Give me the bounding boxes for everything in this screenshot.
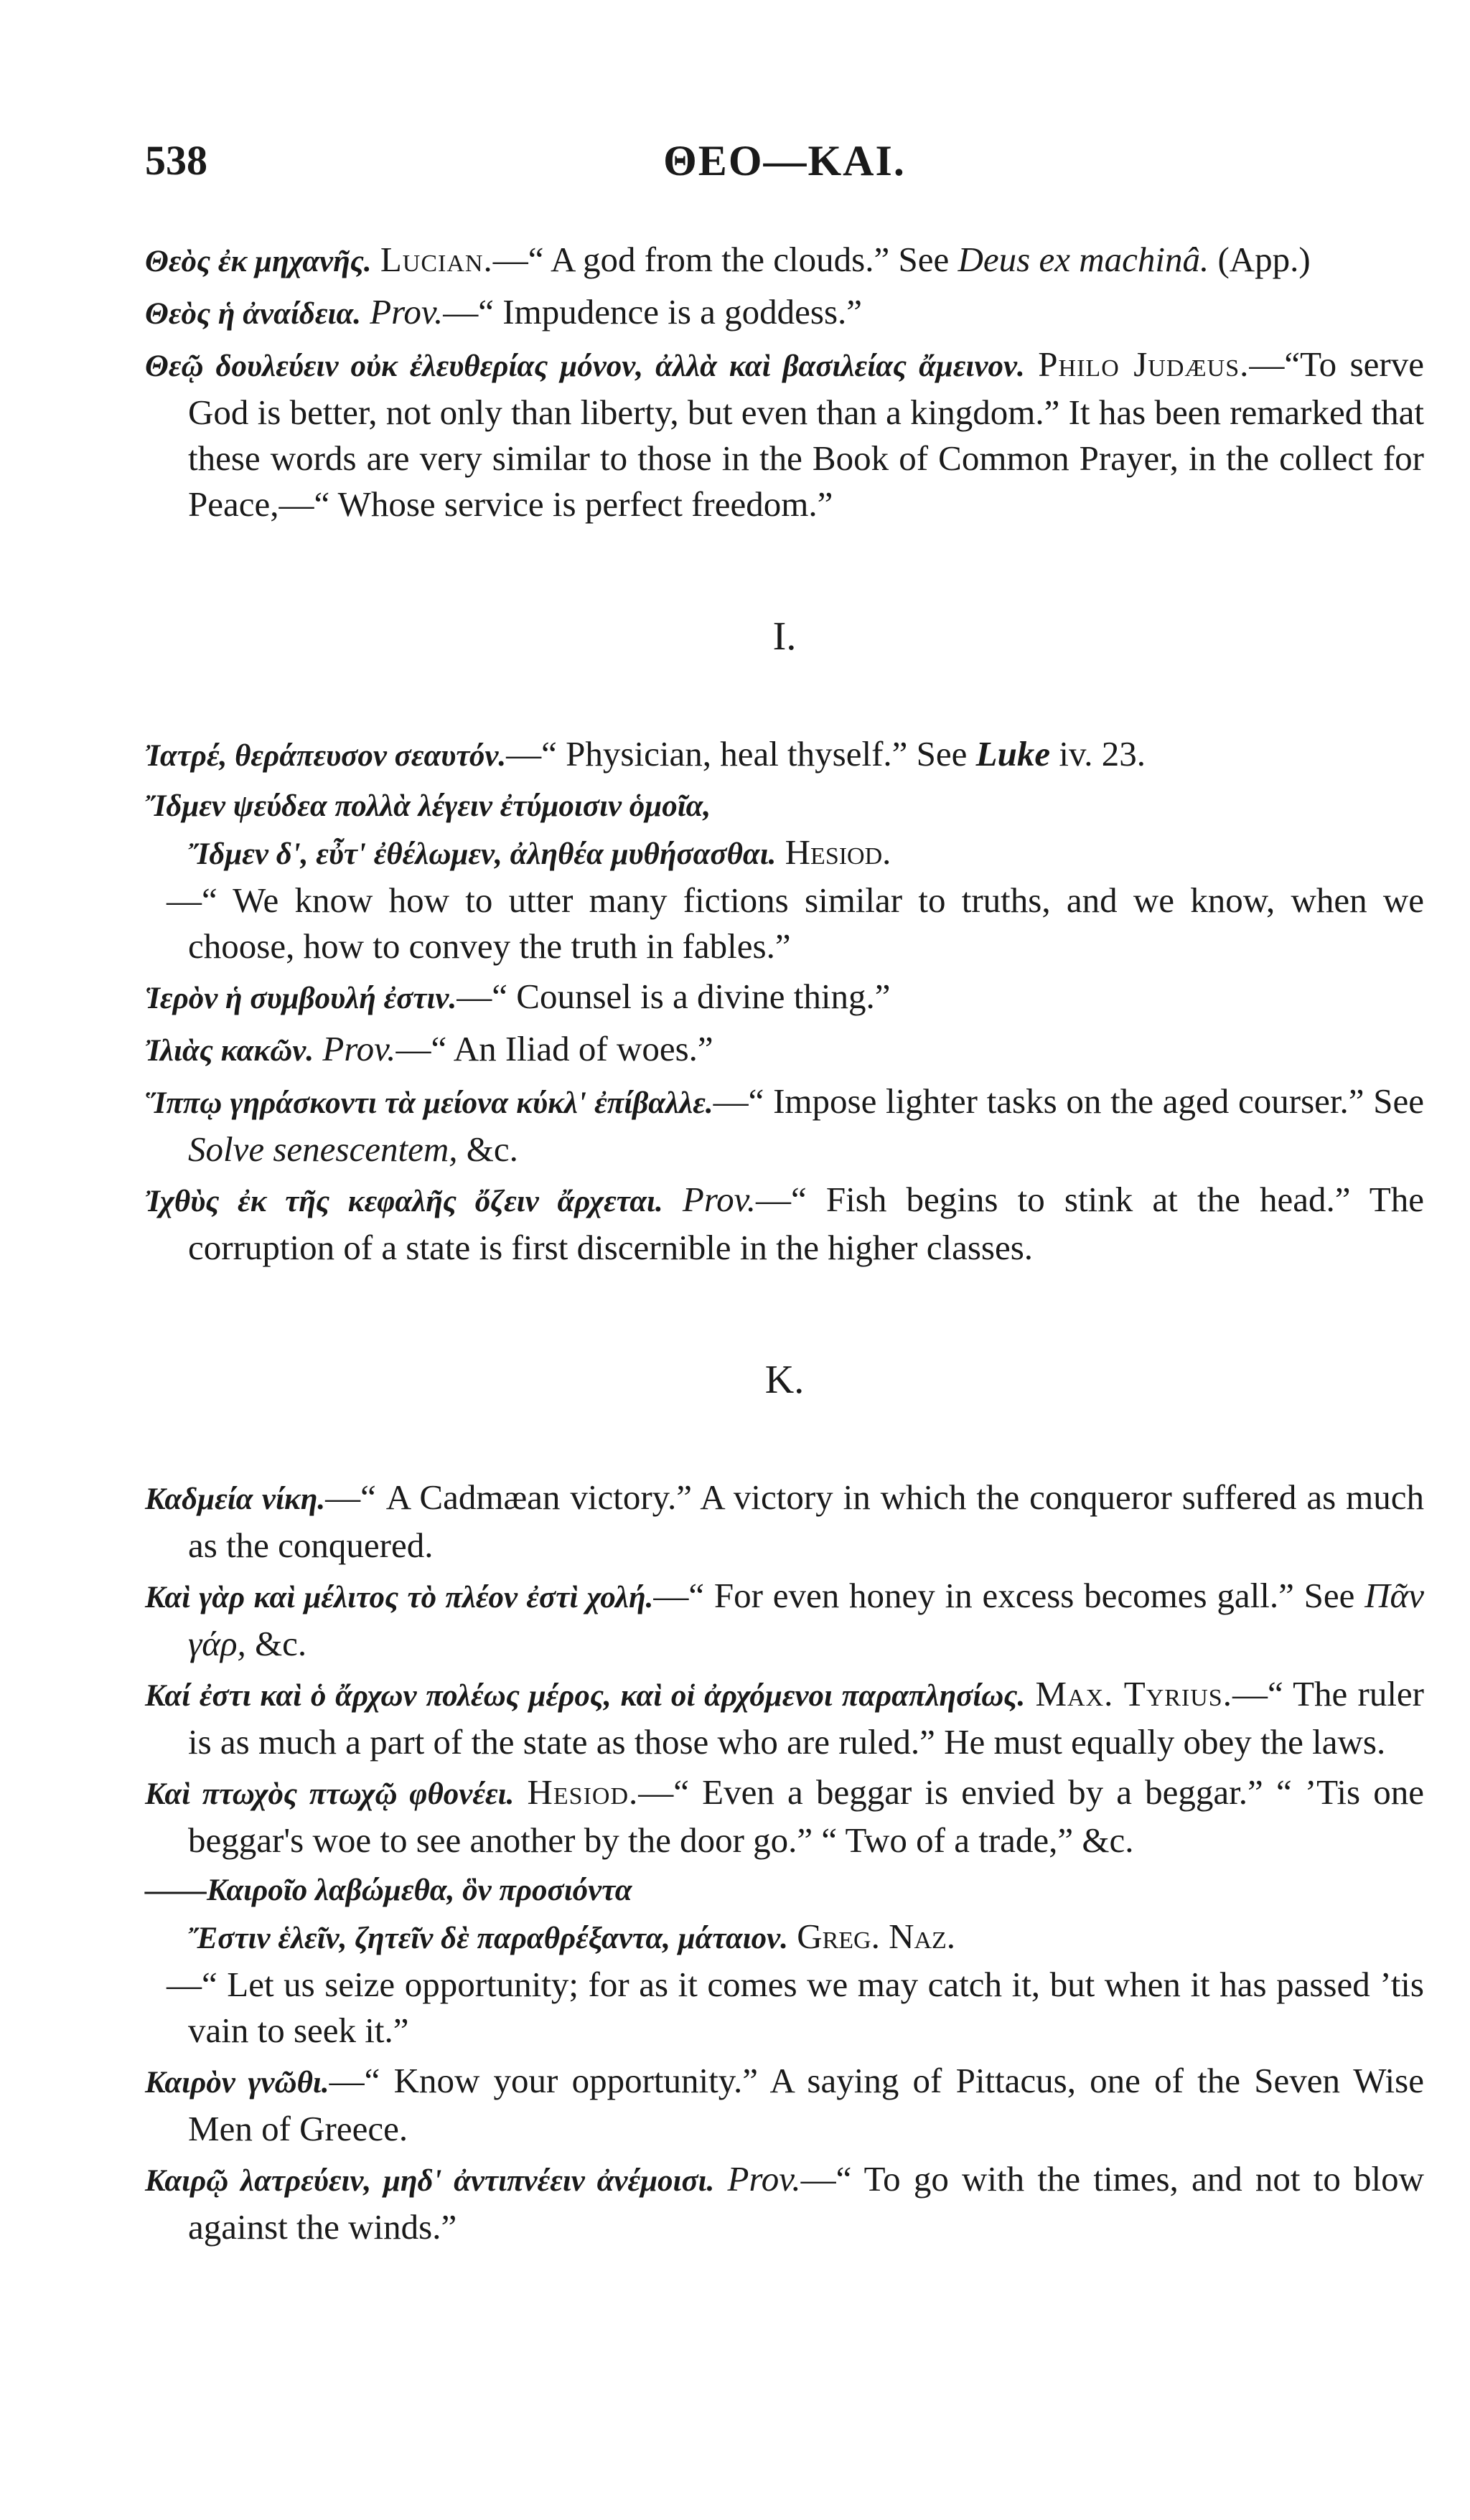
section-heading-k: K. bbox=[764, 1358, 805, 1402]
running-head: ΘΕΟ—ΚΑΙ. bbox=[663, 137, 906, 184]
entry-ichthys bbox=[145, 1177, 1424, 1271]
translation: —“ To go with the times, and not to blow against the winds.” bbox=[188, 2159, 1425, 2247]
greek-phrase: Καιρὸν γνῶθι. bbox=[145, 2066, 329, 2100]
cross-reference: Luke bbox=[975, 734, 1051, 774]
greek-phrase: Ἰλιὰς κακῶν. bbox=[145, 1034, 314, 1068]
note: (App.) bbox=[1209, 240, 1311, 279]
greek-phrase: Καὶ γὰρ καὶ μέλιτος τὸ πλέον ἐστὶ χολή. bbox=[145, 1581, 654, 1614]
entry-hieron bbox=[145, 974, 1424, 1022]
page bbox=[145, 136, 1424, 2255]
proverb-tag: Prov. bbox=[370, 292, 444, 332]
verse-line-2: Ἴδμεν δ', εὖτ' ἐθέλωμεν, ἀληθέα μυθήσασθαι. bbox=[188, 837, 777, 871]
entry-iatre bbox=[145, 731, 1424, 779]
translation: —“ A Cadmæan victory.” A victory in which the conqueror suffered as much as the conquered. bbox=[188, 1477, 1424, 1565]
greek-phrase: Καδμεία νίκη. bbox=[145, 1482, 326, 1516]
source: Max. Tyrius. bbox=[1035, 1674, 1232, 1713]
verse-line-1: Ἴδμεν ψεύδεα πολλὰ λέγειν ἐτύμοισιν ὁμοῖα, bbox=[145, 789, 711, 823]
translation: —“ Fish begins to stink at the head.” The corruption of a state is first discernible in the higher classes. bbox=[188, 1180, 1424, 1267]
greek-phrase: Ἵππῳ γηράσκοντι τὰ μείονα κύκλ' ἐπίβαλλε. bbox=[145, 1086, 713, 1120]
source: Greg. Naz. bbox=[797, 1917, 956, 1956]
translation: —“To serve God is better, not only than liberty, but even than a kingdom.” It has been remarked that these words are very similar to those in the Book of Common Prayer, in the collect for Peace,—“ Whose service is perfect freedom.” bbox=[188, 344, 1424, 524]
greek-phrase: Θεὸς ἡ ἀναίδεια. bbox=[145, 297, 361, 331]
translation: —“ An Iliad of woes.” bbox=[395, 1029, 713, 1068]
source: Philo Judæus. bbox=[1038, 344, 1250, 384]
verse-line-1: ——Καιροῖο λαβώμεθα, ὃν προσιόντα bbox=[145, 1873, 632, 1907]
entry-ptochos bbox=[145, 1769, 1424, 1863]
translation: —“ Let us seize opportunity; for as it comes we may catch it, but when it has passed ’tis vain to seek it.” bbox=[167, 1965, 1424, 2050]
entry-kairo bbox=[145, 2156, 1424, 2250]
cross-reference: Deus ex machinâ. bbox=[958, 240, 1209, 279]
translation: —“ Impose lighter tasks on the aged courser.” See bbox=[713, 1081, 1424, 1121]
proverb-tag: Prov. bbox=[727, 2159, 801, 2199]
source: Hesiod. bbox=[527, 1772, 639, 1812]
greek-phrase: Ἰχθὺς ἐκ τῆς κεφαλῆς ὄζειν ἄρχεται. bbox=[145, 1185, 663, 1218]
entry-theos-ek-mechanes bbox=[145, 237, 1424, 285]
source: Lucian. bbox=[380, 240, 493, 279]
translation: —“ We know how to utter many fictions similar to truths, and we know, when we choose, how to convey the truth in fables.” bbox=[167, 880, 1424, 966]
greek-phrase: Θεὸς ἐκ μηχανῆς. bbox=[145, 245, 372, 278]
page-header bbox=[145, 136, 1424, 208]
greek-phrase: Καὶ πτωχὸς πτωχῷ φθονέει. bbox=[145, 1777, 515, 1811]
entry-kadmeia bbox=[145, 1475, 1424, 1569]
translation: —“ For even honey in excess becomes gall.” See bbox=[653, 1576, 1365, 1615]
translation: —“ Impudence is a goddess.” bbox=[443, 292, 863, 332]
note: iv. 23. bbox=[1050, 734, 1146, 774]
entry-theo-douleuein bbox=[145, 342, 1424, 527]
entry-kai-gar bbox=[145, 1573, 1424, 1667]
greek-phrase: Ἰατρέ, θεράπευσον σεαυτόν. bbox=[145, 739, 507, 773]
entry-hesiod-verse bbox=[145, 784, 1424, 969]
proverb-tag: Prov. bbox=[322, 1029, 396, 1068]
source: Hesiod. bbox=[785, 832, 891, 872]
greek-phrase: Καιρῷ λατρεύειν, μηδ' ἀντιπνέειν ἀνέμοισι. bbox=[145, 2164, 715, 2198]
greek-phrase: Θεῷ δουλεύειν οὐκ ἐλευθερίας μόνον, ἀλλὰ καὶ βασιλείας ἄμεινον. bbox=[145, 349, 1025, 383]
translation: —“ Physician, heal thyself.” See bbox=[506, 734, 976, 774]
translation: —“ Know your opportunity.” A saying of Pittacus, one of the Seven Wise Men of Greece. bbox=[188, 2061, 1424, 2148]
translation: —“ The ruler is as much a part of the state as those who are ruled.” He must equally obey the laws. bbox=[188, 1674, 1424, 1762]
note: &c. bbox=[245, 1624, 307, 1663]
entry-kai-esti bbox=[145, 1671, 1424, 1765]
page-number: 538 bbox=[145, 137, 207, 184]
entry-kairon bbox=[145, 2058, 1424, 2152]
section-heading-i: I. bbox=[772, 614, 797, 659]
verse-line-2: Ἔστιν ἑλεῖν, ζητεῖν δὲ παραθρέξαντα, μάταιον. bbox=[188, 1922, 788, 1955]
greek-phrase: Ἱερὸν ἡ συμβουλή ἐστιν. bbox=[145, 982, 457, 1015]
translation: —“ A god from the clouds.” See bbox=[492, 240, 958, 279]
translation: —“ Counsel is a divine thing.” bbox=[457, 977, 891, 1016]
entry-theos-anaideia bbox=[145, 289, 1424, 337]
entry-greg-naz-verse bbox=[145, 1868, 1424, 2054]
entry-ilias bbox=[145, 1026, 1424, 1074]
entry-hippo bbox=[145, 1078, 1424, 1172]
note: &c. bbox=[457, 1129, 518, 1169]
cross-reference: Πᾶν γάρ, bbox=[188, 1576, 1424, 1663]
cross-reference: Solve senescentem, bbox=[188, 1129, 458, 1169]
greek-phrase: Καί ἐστι καὶ ὁ ἄρχων πολέως μέρος, καὶ οἱ ἀρχόμενοι παραπλησίως. bbox=[145, 1679, 1026, 1713]
translation: —“ Even a beggar is envied by a beggar.” “ ’Tis one beggar's woe to see another by the door go.” “ Two of a trade,” &c. bbox=[188, 1772, 1424, 1860]
proverb-tag: Prov. bbox=[682, 1180, 756, 1219]
